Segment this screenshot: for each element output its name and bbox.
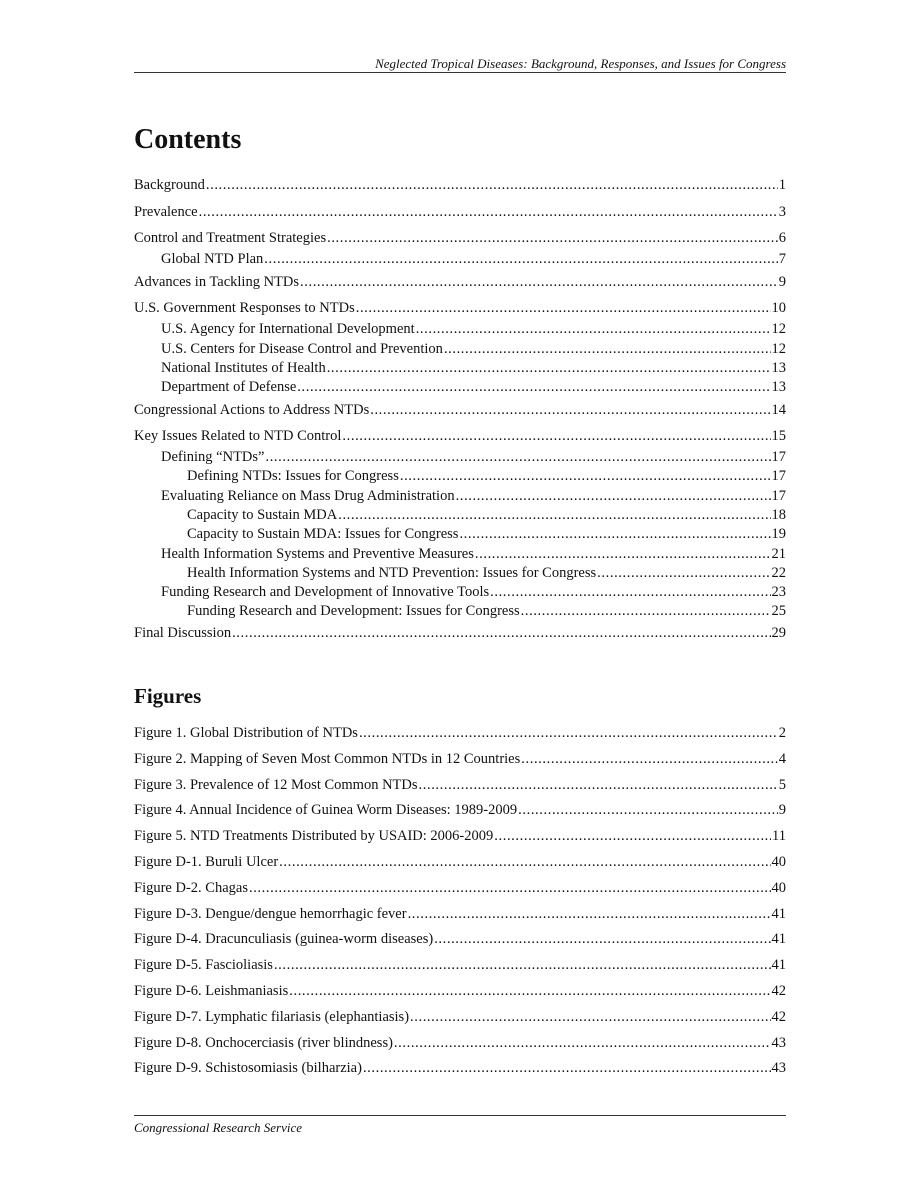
contents-entry[interactable] (134, 525, 786, 543)
figure-entry[interactable] (134, 879, 786, 897)
contents-entry[interactable] (134, 506, 786, 524)
figure-entry[interactable] (134, 827, 786, 845)
figure-entry-title: Figure 5. NTD Treatments Distributed by USAID: 2006-2009 (134, 828, 494, 844)
figure-entry-title: Figure D-2. Chagas (134, 880, 248, 896)
contents-entry[interactable] (134, 229, 786, 247)
figure-entry-page: 42 (771, 1009, 786, 1025)
dot-leader (232, 624, 770, 642)
dot-leader (444, 340, 771, 358)
contents-entry-page: 10 (771, 300, 786, 316)
dot-leader (475, 545, 771, 563)
figure-entry[interactable] (134, 750, 786, 768)
figure-entry-page: 41 (771, 957, 786, 973)
figure-entry-title: Figure 4. Annual Incidence of Guinea Worm Diseases: 1989-2009 (134, 802, 518, 818)
figure-entry-title: Figure D-9. Schistosomiasis (bilharzia) (134, 1060, 362, 1076)
dot-leader (408, 905, 771, 923)
contents-entry-page: 21 (771, 546, 786, 562)
contents-entry-title: Funding Research and Development: Issues for Congress (187, 603, 520, 619)
dot-leader (206, 176, 778, 194)
dot-leader (597, 564, 770, 582)
contents-entry-page: 13 (771, 360, 786, 376)
figure-entry-title: Figure D-8. Onchocerciasis (river blindness) (134, 1035, 393, 1051)
contents-entry[interactable] (134, 378, 786, 396)
dot-leader (416, 320, 771, 338)
contents-entry[interactable] (134, 448, 786, 466)
contents-entry-title: Advances in Tackling NTDs (134, 274, 300, 290)
contents-heading: Contents (134, 124, 242, 155)
contents-entry-page: 18 (771, 507, 786, 523)
contents-entry[interactable] (134, 564, 786, 582)
contents-entry-title: Health Information Systems and NTD Prevention: Issues for Congress (187, 565, 597, 581)
contents-entry-page: 1 (778, 177, 786, 193)
figure-entry[interactable] (134, 905, 786, 923)
dot-leader (274, 956, 771, 974)
figure-entry[interactable] (134, 724, 786, 742)
dot-leader (370, 401, 770, 419)
figure-entry[interactable] (134, 930, 786, 948)
contents-entry[interactable] (134, 320, 786, 338)
contents-entry-title: Capacity to Sustain MDA: Issues for Congress (187, 526, 459, 542)
contents-entry-title: Global NTD Plan (161, 251, 264, 267)
dot-leader (521, 750, 777, 768)
contents-entry[interactable] (134, 583, 786, 601)
figure-entry-page: 40 (771, 854, 786, 870)
dot-leader (494, 827, 771, 845)
figure-entry[interactable] (134, 801, 786, 819)
figure-entry-title: Figure D-7. Lymphatic filariasis (elephantiasis) (134, 1009, 410, 1025)
contents-entry-page: 7 (778, 251, 786, 267)
contents-entry-page: 15 (771, 428, 786, 444)
figure-entry-title: Figure D-6. Leishmaniasis (134, 983, 289, 999)
figure-entry-page: 5 (778, 777, 786, 793)
figure-entry-page: 40 (771, 880, 786, 896)
contents-entry-title: Health Information Systems and Preventive Measures (161, 546, 474, 562)
contents-entry[interactable] (134, 401, 786, 419)
contents-entry[interactable] (134, 299, 786, 317)
contents-entry[interactable] (134, 250, 786, 268)
contents-entry-title: U.S. Agency for International Development (161, 321, 415, 337)
contents-entry[interactable] (134, 273, 786, 291)
contents-entry-title: Final Discussion (134, 625, 232, 641)
contents-entry-title: Funding Research and Development of Innovative Tools (161, 584, 490, 600)
contents-entry-page: 3 (778, 204, 786, 220)
dot-leader (356, 299, 771, 317)
contents-entry[interactable] (134, 545, 786, 563)
contents-entry-page: 19 (771, 526, 786, 542)
contents-entry-title: Background (134, 177, 205, 193)
dot-leader (264, 250, 777, 268)
figure-entry-page: 42 (771, 983, 786, 999)
figure-entry-title: Figure D-3. Dengue/dengue hemorrhagic fever (134, 906, 407, 922)
dot-leader (394, 1034, 771, 1052)
figure-entry-title: Figure 1. Global Distribution of NTDs (134, 725, 358, 741)
dot-leader (327, 229, 778, 247)
contents-entry[interactable] (134, 427, 786, 445)
figure-entry[interactable] (134, 1008, 786, 1026)
contents-entry[interactable] (134, 203, 786, 221)
contents-entry-title: Department of Defense (161, 379, 297, 395)
contents-entry-page: 17 (771, 468, 786, 484)
contents-entry-page: 14 (771, 402, 786, 418)
figure-entry-title: Figure D-1. Buruli Ulcer (134, 854, 279, 870)
dot-leader (279, 853, 770, 871)
footer-rule (134, 1115, 786, 1116)
figure-entry-title: Figure D-5. Fascioliasis (134, 957, 273, 973)
dot-leader (342, 427, 770, 445)
dot-leader (327, 359, 771, 377)
dot-leader (300, 273, 778, 291)
figure-entry-page: 9 (778, 802, 786, 818)
contents-entry-page: 17 (771, 449, 786, 465)
dot-leader (289, 982, 770, 1000)
dot-leader (249, 879, 771, 897)
dot-leader (521, 602, 771, 620)
dot-leader (456, 487, 771, 505)
dot-leader (419, 776, 778, 794)
contents-entry-page: 25 (771, 603, 786, 619)
contents-entry-title: Defining NTDs: Issues for Congress (187, 468, 399, 484)
contents-entry-title: U.S. Centers for Disease Control and Prevention (161, 341, 443, 357)
running-header: Neglected Tropical Diseases: Background, Responses, and Issues for Congress (375, 56, 786, 71)
figure-entry[interactable] (134, 956, 786, 974)
contents-entry-title: Control and Treatment Strategies (134, 230, 327, 246)
contents-entry-page: 13 (771, 379, 786, 395)
figure-entry-page: 4 (778, 751, 786, 767)
contents-entry-title: Congressional Actions to Address NTDs (134, 402, 370, 418)
contents-entry-title: Key Issues Related to NTD Control (134, 428, 342, 444)
dot-leader (265, 448, 770, 466)
figure-entry[interactable] (134, 776, 786, 794)
figures-heading: Figures (134, 684, 202, 708)
contents-entry[interactable] (134, 359, 786, 377)
contents-entry-title: Defining “NTDs” (161, 449, 265, 465)
header-rule (134, 72, 786, 73)
figure-entry-page: 43 (771, 1060, 786, 1076)
figure-entry[interactable] (134, 1034, 786, 1052)
contents-entry-page: 29 (771, 625, 786, 641)
contents-entry[interactable] (134, 467, 786, 485)
running-footer: Congressional Research Service (134, 1120, 302, 1135)
dot-leader (434, 930, 770, 948)
figure-entry-title: Figure 2. Mapping of Seven Most Common NTDs in 12 Countries (134, 751, 521, 767)
dot-leader (199, 203, 778, 221)
figure-entry-page: 2 (778, 725, 786, 741)
contents-entry-title: National Institutes of Health (161, 360, 326, 376)
figure-entry[interactable] (134, 982, 786, 1000)
dot-leader (338, 506, 770, 524)
dot-leader (459, 525, 770, 543)
contents-entry[interactable] (134, 340, 786, 358)
contents-entry-title: U.S. Government Responses to NTDs (134, 300, 355, 316)
dot-leader (518, 801, 778, 819)
contents-entry-page: 9 (778, 274, 786, 290)
contents-entry-page: 6 (778, 230, 786, 246)
contents-entry-page: 17 (771, 488, 786, 504)
contents-entry-title: Capacity to Sustain MDA (187, 507, 338, 523)
figure-entry-page: 41 (771, 931, 786, 947)
contents-entry-page: 23 (771, 584, 786, 600)
contents-entry-page: 12 (771, 321, 786, 337)
contents-entry-page: 22 (771, 565, 786, 581)
figure-entry-page: 43 (771, 1035, 786, 1051)
figure-entry-page: 41 (771, 906, 786, 922)
contents-entry-title: Evaluating Reliance on Mass Drug Administration (161, 488, 455, 504)
figure-entry[interactable] (134, 853, 786, 871)
dot-leader (400, 467, 771, 485)
contents-entry[interactable] (134, 602, 786, 620)
figure-entry-title: Figure 3. Prevalence of 12 Most Common NTDs (134, 777, 418, 793)
figure-entry[interactable] (134, 1059, 786, 1077)
dot-leader (359, 724, 778, 742)
contents-entry[interactable] (134, 176, 786, 194)
dot-leader (490, 583, 770, 601)
figure-entry-title: Figure D-4. Dracunculiasis (guinea-worm diseases) (134, 931, 434, 947)
dot-leader (410, 1008, 770, 1026)
contents-entry[interactable] (134, 487, 786, 505)
contents-entry-title: Prevalence (134, 204, 198, 220)
dot-leader (363, 1059, 771, 1077)
figure-entry-page: 11 (772, 828, 786, 844)
dot-leader (297, 378, 770, 396)
contents-entry-page: 12 (771, 341, 786, 357)
contents-entry[interactable] (134, 624, 786, 642)
